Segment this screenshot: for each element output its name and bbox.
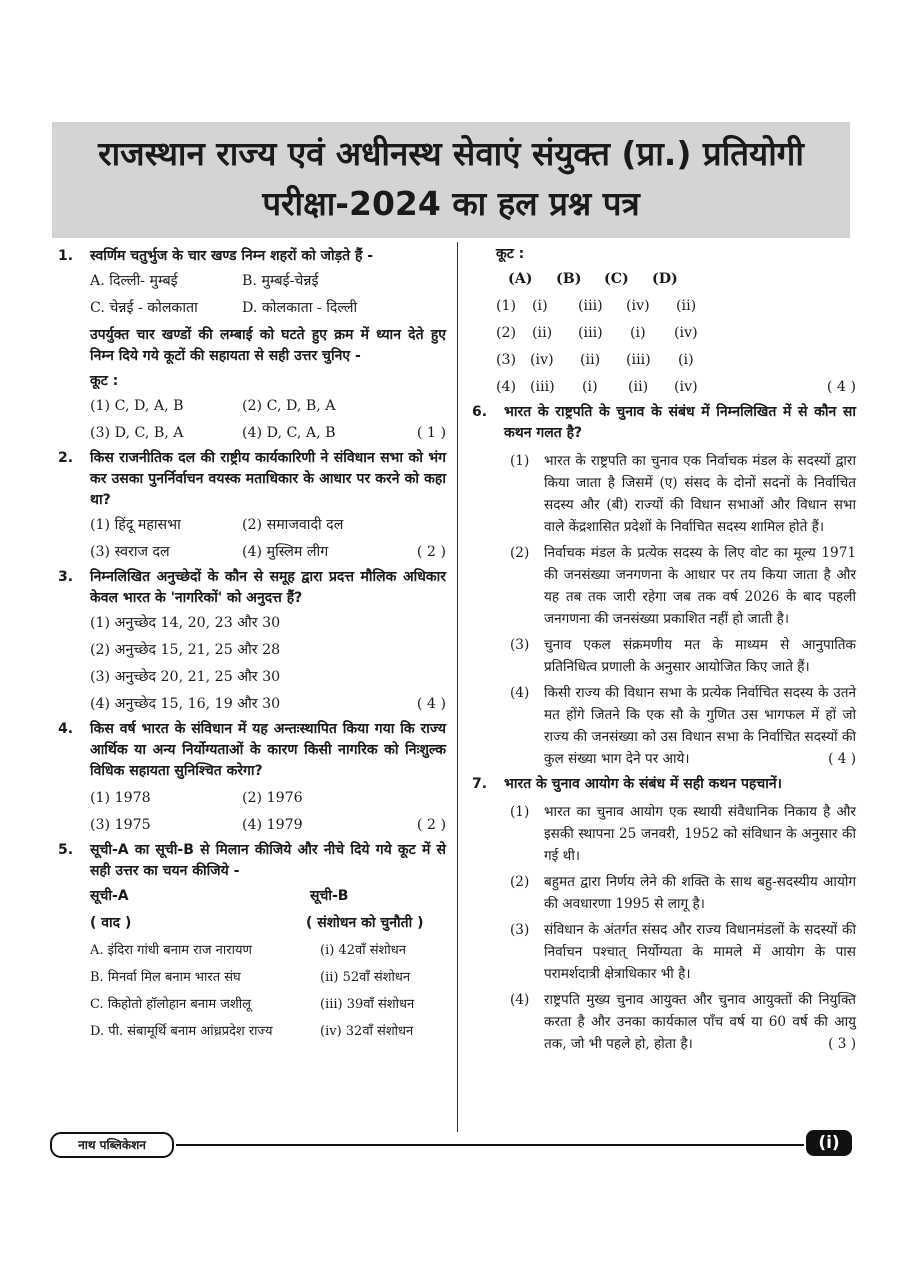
kut-option-number: (4) <box>496 379 517 395</box>
kut-row <box>496 292 856 319</box>
option-2: (2) समाजवादी दल <box>242 517 344 533</box>
option-row <box>90 392 446 419</box>
kut-label: कूट : <box>496 246 525 262</box>
question-5 <box>50 840 446 1044</box>
statement-text: निर्वाचक मंडल के प्रत्येक सदस्य के लिए वोट का मूल्य 1971 की जनसंख्या जनगणना के आधार पर तय किया जाता है और यह तब तक जारी रहेगा जब तक वर्ष 2026 के बाद पहली जनगणना की जनसंख्या प्रकाशित नहीं हो जाती है। <box>544 545 856 627</box>
kut-col-d: (D) <box>652 271 678 287</box>
item-c: C. चेन्नई - कोलकाता <box>90 300 198 316</box>
kut-cell: (ii) <box>628 379 649 395</box>
option-3: (3) D, C, B, A <box>90 425 184 441</box>
kut-header-row <box>496 265 856 292</box>
statement-number: (4) <box>510 685 530 701</box>
statement-number: (2) <box>510 545 530 561</box>
option-row <box>90 538 446 565</box>
question-text: भारत के चुनाव आयोग के संबंध में सही कथन पहचानें। <box>504 776 782 792</box>
item-d: D. कोलकाता - दिल्ली <box>242 300 358 316</box>
question-2 <box>50 448 446 565</box>
question-number: 4. <box>58 721 74 737</box>
kut-cell: (i) <box>532 298 548 314</box>
list-header-row <box>90 882 446 909</box>
kut-row <box>496 319 856 346</box>
match-row <box>90 990 446 1017</box>
kut-cell: (iii) <box>530 379 555 395</box>
list-b-heading: सूची-B <box>310 888 349 904</box>
kut-col-b: (B) <box>556 271 582 287</box>
option-1: (1) C, D, A, B <box>90 398 184 414</box>
page-title-line2: परीक्षा-2024 का हल प्रश्न पत्र <box>262 184 640 223</box>
option-1: (1) 1978 <box>90 790 151 806</box>
list-b-item: (iii) 39वाँ संशोधन <box>320 997 415 1012</box>
option-3: (3) 1975 <box>90 817 151 833</box>
kut-option-number: (2) <box>496 325 517 341</box>
question-subtext: उपर्युक्त चार खण्डों की लम्बाई को घटते हुए क्रम में ध्यान देते हुए निम्न दिये गये कूटों की सहायता से सही उत्तर चुनिए - <box>90 327 446 364</box>
statement-4 <box>510 989 856 1055</box>
statement-number: (1) <box>510 804 530 820</box>
left-column <box>50 242 446 1044</box>
statement-number: (3) <box>510 922 530 938</box>
option-4: (4) 1979 <box>242 817 303 833</box>
question-number: 7. <box>472 776 488 792</box>
kut-option-number: (3) <box>496 352 517 368</box>
question-number: 1. <box>58 248 74 264</box>
option-row <box>90 811 446 838</box>
answer-key: ( 1 ) <box>416 425 446 441</box>
option-row <box>90 609 446 636</box>
kut-cell: (i) <box>678 352 694 368</box>
statement-number: (4) <box>510 992 530 1008</box>
option-2: (2) 1976 <box>242 790 303 806</box>
option-4: (4) D, C, A, B <box>242 425 336 441</box>
match-row <box>90 936 446 963</box>
question-7 <box>464 774 856 1055</box>
list-subheader-row <box>90 909 446 936</box>
footer-rule <box>176 1144 804 1146</box>
statement-3 <box>510 919 856 985</box>
kut-cell: (ii) <box>580 352 601 368</box>
match-row <box>90 963 446 990</box>
kut-cell: (iii) <box>578 325 603 341</box>
item-a: A. दिल्ली- मुम्बई <box>90 273 178 289</box>
question-text: स्वर्णिम चतुर्भुज के चार खण्ड निम्न शहरों को जोड़ते हैं - <box>90 248 374 264</box>
statement-text: किसी राज्य की विधान सभा के प्रत्येक निर्वाचित सदस्य के उतने मत होंगे जितने कि एक सौ के गुणित उस भागफल में हों जो राज्य की जनसंख्या को उस विधान सभा के निर्वाचित सदस्यों की कुल संख्या भाग देने पर आये। <box>544 685 856 767</box>
option-row <box>90 690 446 717</box>
list-b-item: (ii) 52वाँ संशोधन <box>320 970 411 985</box>
kut-cell: (ii) <box>676 298 697 314</box>
statement-1 <box>510 450 856 538</box>
kut-cell: (iv) <box>674 379 698 395</box>
list-a-item: A. इंदिरा गांधी बनाम राज नारायण <box>90 943 252 958</box>
kut-cell: (iv) <box>674 325 698 341</box>
question-4 <box>50 719 446 838</box>
option-4: (4) मुस्लिम लीग <box>242 544 329 560</box>
list-b-item: (iv) 32वाँ संशोधन <box>320 1024 414 1039</box>
kut-cell: (i) <box>630 325 646 341</box>
kut-option-number: (1) <box>496 298 517 314</box>
statement-number: (2) <box>510 874 530 890</box>
statement-3 <box>510 634 856 678</box>
statement-text: राष्ट्रपति मुख्य चुनाव आयुक्त और चुनाव आयुक्तों की नियुक्ति करता है और उनका कार्यकाल पाँच वर्ष या 60 वर्ष की आयु तक, जो भी पहले हो, होता है। <box>544 992 856 1052</box>
question-text: निम्नलिखित अनुच्छेदों के कौन से समूह द्वारा प्रदत्त मौलिक अधिकार केवल भारत के 'नागरिकों' को अनुदत्त हैं? <box>90 569 446 606</box>
question-text: किस राजनीतिक दल की राष्ट्रीय कार्यकारिणी ने संविधान सभा को भंग कर उसका पुनर्निर्वाचन वयस्क मताधिकार के आधार पर करने को कहा था? <box>90 450 446 508</box>
kut-cell: (iv) <box>530 352 554 368</box>
list-b-subheading: ( संशोधन को चुनौती ) <box>306 915 424 931</box>
kut-cell: (iv) <box>626 298 650 314</box>
kut-cell: (ii) <box>532 325 553 341</box>
option-row <box>90 511 446 538</box>
answer-key: ( 4 ) <box>828 751 856 767</box>
statement-1 <box>510 801 856 867</box>
question-number: 2. <box>58 450 74 466</box>
kut-cell: (iii) <box>626 352 651 368</box>
page-number: (i) <box>806 1130 852 1156</box>
statement-number: (3) <box>510 637 530 653</box>
list-b-item: (i) 42वाँ संशोधन <box>320 943 406 958</box>
statement-text: चुनाव एकल संक्रमणीय मत के माध्यम से आनुपातिक प्रतिनिधित्व प्रणाली के अनुसार आयोजित किए जाते हैं। <box>544 637 856 675</box>
option-row <box>90 663 446 690</box>
statement-text: बहुमत द्वारा निर्णय लेने की शक्ति के साथ बहु-सदस्यीय आयोग की अवधारणा 1995 से लागू है। <box>544 874 856 912</box>
question-6 <box>464 402 856 770</box>
option-4: (4) अनुच्छेद 15, 16, 19 और 30 <box>90 696 281 712</box>
statement-2 <box>510 542 856 630</box>
page-title-line1: राजस्थान राज्य एवं अधीनस्थ सेवाएं संयुक्त (प्रा.) प्रतियोगी <box>98 134 804 173</box>
kut-cell: (i) <box>582 379 598 395</box>
statement-4 <box>510 682 856 770</box>
list-a-item: C. किहोतो हॉलोहान बनाम जशीलू <box>90 997 251 1012</box>
kut-col-c: (C) <box>604 271 629 287</box>
column-divider <box>457 242 458 1132</box>
option-row <box>90 636 446 663</box>
question-text: भारत के राष्ट्रपति के चुनाव के संबंध में निम्नलिखित में से कौन सा कथन गलत है? <box>504 404 856 441</box>
option-1: (1) हिंदू महासभा <box>90 517 181 533</box>
statement-text: भारत के राष्ट्रपति का चुनाव एक निर्वाचक मंडल के सदस्यों द्वारा किया जाता है जिसमें (ए) संसद के दोनों सदनों के निर्वाचित सदस्य और (बी) राज्यों की विधान सभाओं और विधान सभा वाले केंद्रशासित प्रदेशों के निर्वाचित सदस्य शामिल होते हैं। <box>544 453 856 535</box>
list-a-subheading: ( वाद ) <box>90 915 132 931</box>
question-text: किस वर्ष भारत के संविधान में यह अन्तःस्थापित किया गया कि राज्य आर्थिक या अन्य निर्योग्यताओं के कारण किसी नागरिक को निःशुल्क विधिक सहायता सुनिश्चित करेगा? <box>90 721 446 779</box>
publisher-label: नाथ पब्लिकेशन <box>50 1132 174 1158</box>
statement-text: संविधान के अंतर्गत संसद और राज्य विधानमंडलों के सदस्यों की निर्वाचन पश्चात् निर्योग्यता के मामले में आयोग के पास परामर्शदात्री क्षेत्राधिकार भी है। <box>544 922 856 982</box>
option-2: (2) अनुच्छेद 15, 21, 25 और 28 <box>90 642 281 658</box>
statement-text: भारत का चुनाव आयोग एक स्थायी संवैधानिक निकाय है और इसकी स्थापना 25 जनवरी, 1952 को संविधान के अनुसार की गई थी। <box>544 804 856 864</box>
statement-number: (1) <box>510 453 530 469</box>
question-number: 3. <box>58 569 74 585</box>
option-1: (1) अनुच्छेद 14, 20, 23 और 30 <box>90 615 281 631</box>
match-row <box>90 267 446 294</box>
match-row <box>90 294 446 321</box>
option-row <box>90 784 446 811</box>
item-b: B. मुम्बई-चेन्नई <box>242 273 319 289</box>
question-number: 5. <box>58 842 74 858</box>
kut-row <box>496 373 856 400</box>
answer-key: ( 3 ) <box>828 1036 856 1052</box>
kut-col-a: (A) <box>508 271 533 287</box>
option-3: (3) स्वराज दल <box>90 544 170 560</box>
kut-row <box>496 346 856 373</box>
option-row <box>90 419 446 446</box>
option-3: (3) अनुच्छेद 20, 21, 25 और 30 <box>90 669 281 685</box>
list-a-heading: सूची-A <box>90 888 129 904</box>
kut-label: कूट : <box>90 373 119 389</box>
right-column <box>464 242 856 1059</box>
list-a-item: B. मिनर्वा मिल बनाम भारत संघ <box>90 970 241 985</box>
statement-2 <box>510 871 856 915</box>
answer-key: ( 4 ) <box>826 379 856 395</box>
question-number: 6. <box>472 404 488 420</box>
answer-key: ( 2 ) <box>416 817 446 833</box>
answer-key: ( 2 ) <box>416 544 446 560</box>
question-text: सूची-A का सूची-B से मिलान कीजिये और नीचे दिये गये कूट में से सही उत्तर का चयन कीजिये - <box>90 842 446 879</box>
kut-cell: (iii) <box>578 298 603 314</box>
list-a-item: D. पी. संबामूर्थि बनाम आंध्रप्रदेश राज्य <box>90 1024 273 1039</box>
match-row <box>90 1017 446 1044</box>
question-1 <box>50 246 446 446</box>
question-3 <box>50 567 446 717</box>
option-2: (2) C, D, B, A <box>242 398 336 414</box>
answer-key: ( 4 ) <box>416 696 446 712</box>
title-banner <box>52 122 850 238</box>
